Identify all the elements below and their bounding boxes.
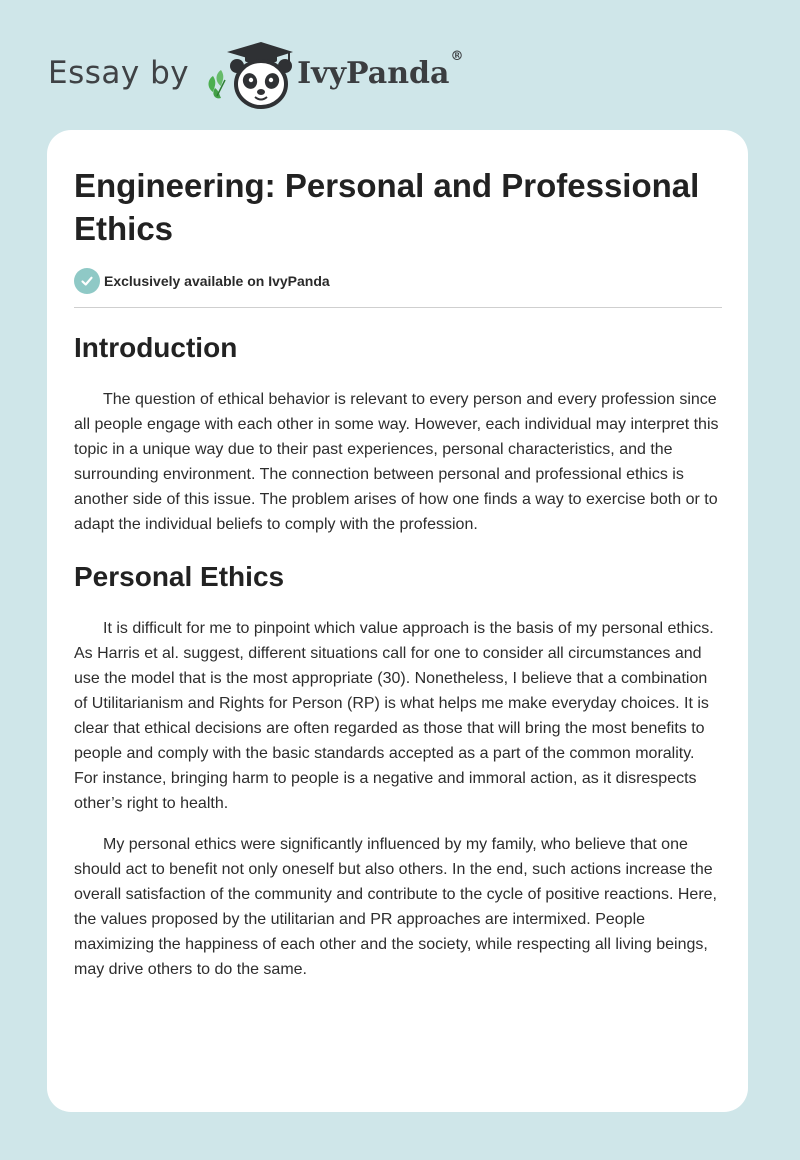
- check-circle-icon: [74, 268, 100, 294]
- panda-graduation-cap-icon[interactable]: [205, 36, 295, 110]
- divider: [74, 307, 722, 308]
- paragraph: It is difficult for me to pinpoint which value approach is the basis of my personal ethics. As Harris et al. suggest, different situations call for one to consider all circumstances and use the model that is the most appropriate (30). Nonetheless, I believe that a combination of Utilitarianism and Rights for Person (RP) is what helps me make everyday choices. It is clear that ethical decisions are often regarded as those that will bring the most benefits to people and comply with the basic standards accepted as a part of the common morality. For instance, bringing harm to people is a negative and immoral action, as it disrespects other’s right to health.: [74, 620, 714, 812]
- page-title: Engineering: Personal and Professional Ethics: [74, 167, 700, 247]
- exclusive-badge: [74, 268, 722, 294]
- brand-name[interactable]: IvyPanda®: [297, 48, 464, 91]
- essay-card: [47, 130, 748, 1112]
- section-heading-personal-ethics: Personal Ethics: [74, 561, 285, 592]
- exclusive-badge-label: Exclusively available on IvyPanda: [104, 273, 330, 289]
- registered-mark: ®: [450, 48, 464, 64]
- site-header: [48, 36, 463, 110]
- paragraph: My personal ethics were significantly influenced by my family, who believe that one should act to benefit not only oneself but also others. In the end, such actions increase the overall satisfaction of the community and contribute to the cycle of positive reactions. Here, the values proposed by the utilitarian and PR approaches are intermixed. People maximizing the happiness of each other and the society, while respecting all living beings, may drive others to do the same.: [74, 836, 717, 978]
- paragraph: The question of ethical behavior is relevant to every person and every profession since all people engage with each other in some way. However, each individual may interpret this topic in a unique way due to their past experiences, personal characteristics, and the surrounding environment. The connection between personal and professional ethics is another side of this issue. The problem arises of how one finds a way to exercise both or to adapt the individual beliefs to comply with the profession.: [74, 391, 719, 533]
- section-heading-introduction: Introduction: [74, 332, 238, 363]
- ivy-leaf-icon: [209, 70, 226, 98]
- essay-by-label: Essay by: [48, 55, 190, 91]
